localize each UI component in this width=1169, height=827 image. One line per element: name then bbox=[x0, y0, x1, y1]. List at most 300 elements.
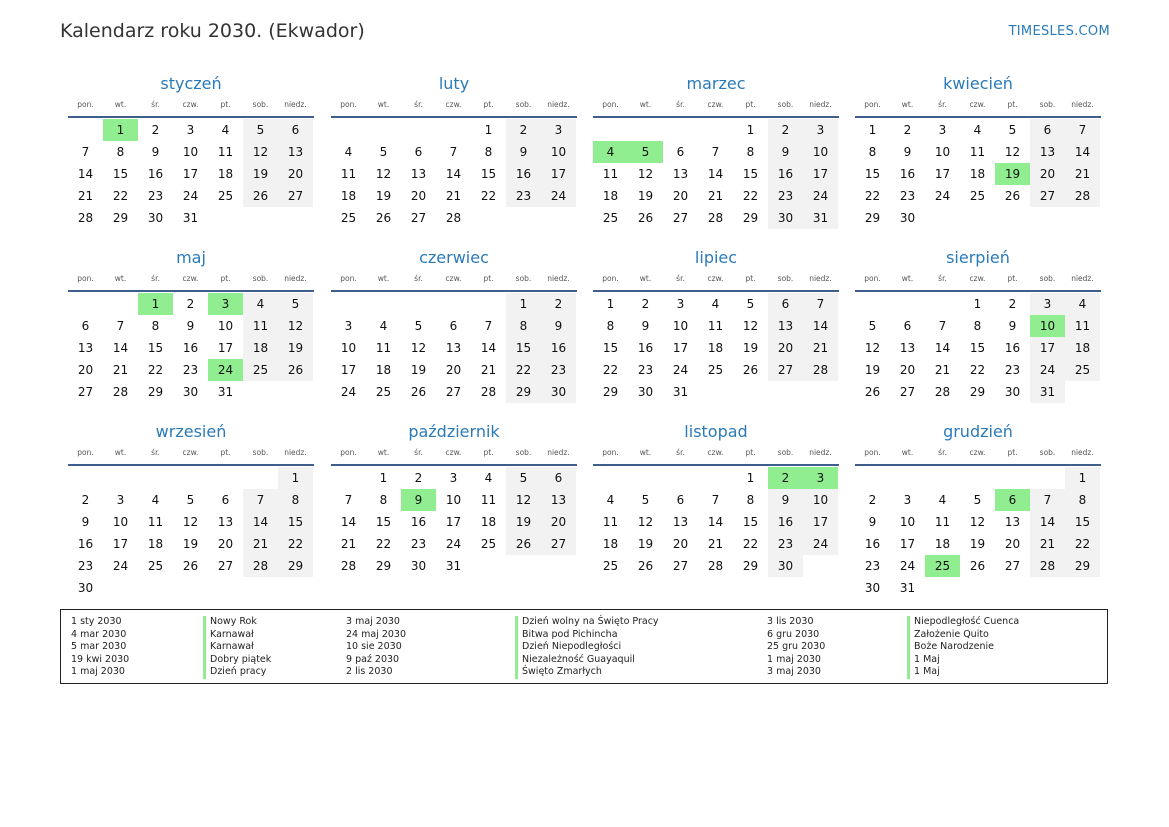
day-cell: 21 bbox=[480, 363, 497, 377]
weekday-name: niedz. bbox=[1071, 100, 1094, 109]
day-cell: 3 bbox=[803, 119, 838, 141]
day-cell: 2 bbox=[414, 471, 423, 485]
day-cell: 29 bbox=[147, 385, 164, 399]
day-cell: 20 bbox=[1004, 537, 1021, 551]
day-cell: 14 bbox=[445, 167, 462, 181]
day-cell: 15 bbox=[147, 341, 164, 355]
weekday-name: sob. bbox=[1039, 448, 1056, 457]
weekday-name: wt. bbox=[377, 448, 390, 457]
day-cell: 20 bbox=[672, 189, 689, 203]
day-cell: 14 bbox=[1030, 511, 1065, 533]
month-3 bbox=[593, 76, 839, 246]
day-cell: 27 bbox=[899, 385, 916, 399]
weekday-name: sob. bbox=[777, 100, 794, 109]
day-cell: 9 bbox=[768, 141, 803, 163]
month-name: wrzesień bbox=[155, 422, 227, 441]
day-cell: 3 bbox=[344, 319, 353, 333]
day-cell: 20 bbox=[217, 537, 234, 551]
weekday-name: śr. bbox=[676, 448, 685, 457]
day-cell: 1 bbox=[606, 297, 615, 311]
day-cell: 10 bbox=[217, 319, 234, 333]
day-cell: 7 bbox=[116, 319, 125, 333]
day-cell: 29 bbox=[602, 385, 619, 399]
weekday-name: niedz. bbox=[547, 274, 570, 283]
day-cell: 21 bbox=[934, 363, 951, 377]
day-cell: 23 bbox=[541, 359, 576, 381]
day-cell: 11 bbox=[1065, 315, 1100, 337]
day-cell: 24 bbox=[1030, 359, 1065, 381]
day-cell: 8 bbox=[484, 145, 493, 159]
day-cell: 17 bbox=[803, 163, 838, 185]
weekday-name: pon. bbox=[602, 100, 619, 109]
day-cell: 7 bbox=[449, 145, 458, 159]
day-cell: 3 bbox=[903, 493, 912, 507]
weekday-name: czw. bbox=[969, 448, 986, 457]
day-cell: 15 bbox=[480, 167, 497, 181]
weekday-name: wt. bbox=[377, 100, 390, 109]
day-grid bbox=[855, 293, 1101, 425]
day-cell: 3 bbox=[186, 123, 195, 137]
holiday-name: Założenie Quito bbox=[907, 629, 1019, 642]
day-cell: 19 bbox=[182, 537, 199, 551]
holiday-name: Karnawał bbox=[203, 641, 271, 654]
weekday-header bbox=[855, 100, 1101, 114]
month-name: lipiec bbox=[694, 248, 738, 267]
weekday-name: niedz. bbox=[284, 448, 307, 457]
day-cell: 18 bbox=[934, 537, 951, 551]
weekday-name: niedz. bbox=[809, 100, 832, 109]
day-cell: 25 bbox=[243, 359, 278, 381]
weekday-header bbox=[331, 448, 577, 462]
day-cell: 25 bbox=[1065, 359, 1100, 381]
weekday-name: niedz. bbox=[1071, 274, 1094, 283]
holiday-date: 19 kwi 2030 bbox=[71, 653, 130, 665]
weekday-name: niedz. bbox=[809, 274, 832, 283]
day-cell: 12 bbox=[278, 315, 313, 337]
day-cell: 26 bbox=[637, 211, 654, 225]
day-cell: 27 bbox=[672, 559, 689, 573]
day-cell: 19 bbox=[410, 363, 427, 377]
day-cell: 29 bbox=[742, 559, 759, 573]
day-cell: 28 bbox=[1030, 555, 1065, 577]
day-cell: 22 bbox=[506, 359, 541, 381]
day-cell: 10 bbox=[112, 515, 129, 529]
day-cell: 16 bbox=[1004, 341, 1021, 355]
day-cell: 28 bbox=[340, 559, 357, 573]
weekday-name: czw. bbox=[969, 274, 986, 283]
weekday-name: niedz. bbox=[284, 274, 307, 283]
day-cell: 8 bbox=[868, 145, 877, 159]
day-cell: 22 bbox=[147, 363, 164, 377]
month-5 bbox=[68, 250, 314, 420]
page-title: Kalendarz roku 2030. (Ekwador) bbox=[60, 20, 365, 42]
month-name: maj bbox=[176, 248, 206, 267]
day-cell: 5 bbox=[186, 493, 195, 507]
day-cell: 18 bbox=[480, 515, 497, 529]
day-cell: 22 bbox=[278, 533, 313, 555]
day-cell: 23 bbox=[899, 189, 916, 203]
day-cell: 9 bbox=[506, 141, 541, 163]
weekday-header bbox=[855, 274, 1101, 288]
day-cell: 21 bbox=[707, 189, 724, 203]
day-cell: 2 bbox=[151, 123, 160, 137]
day-cell: 22 bbox=[969, 363, 986, 377]
holiday-day-cell: 9 bbox=[401, 489, 436, 511]
weekday-name: niedz. bbox=[547, 100, 570, 109]
day-cell: 6 bbox=[221, 493, 230, 507]
day-cell: 20 bbox=[278, 163, 313, 185]
day-cell: 30 bbox=[637, 385, 654, 399]
holiday-name: Święto Zmarłych bbox=[515, 666, 659, 679]
day-cell: 11 bbox=[602, 515, 619, 529]
day-cell: 15 bbox=[278, 511, 313, 533]
day-cell: 18 bbox=[243, 337, 278, 359]
day-cell: 6 bbox=[676, 145, 685, 159]
holiday-day-cell: 10 bbox=[1030, 315, 1065, 337]
day-cell: 24 bbox=[340, 385, 357, 399]
day-cell: 28 bbox=[445, 211, 462, 225]
day-cell: 26 bbox=[742, 363, 759, 377]
weekday-name: sob. bbox=[777, 448, 794, 457]
day-cell: 14 bbox=[340, 515, 357, 529]
day-cell: 29 bbox=[506, 381, 541, 403]
day-cell: 7 bbox=[938, 319, 947, 333]
holiday-date: 5 mar 2030 bbox=[71, 641, 127, 653]
month-11 bbox=[593, 424, 839, 594]
day-cell: 24 bbox=[803, 185, 838, 207]
holiday-date-column bbox=[346, 616, 406, 679]
day-cell: 13 bbox=[410, 167, 427, 181]
day-cell: 15 bbox=[969, 341, 986, 355]
day-cell: 2 bbox=[641, 297, 650, 311]
day-cell: 4 bbox=[1065, 293, 1100, 315]
day-cell: 16 bbox=[864, 537, 881, 551]
month-1 bbox=[68, 76, 314, 246]
holiday-name: Dobry piątek bbox=[203, 654, 271, 667]
day-cell: 22 bbox=[742, 537, 759, 551]
month-name: styczeń bbox=[160, 74, 222, 93]
month-name: październik bbox=[408, 422, 500, 441]
day-cell: 1 bbox=[746, 123, 755, 137]
day-cell: 12 bbox=[864, 341, 881, 355]
day-cell: 16 bbox=[899, 167, 916, 181]
weekday-name: wt. bbox=[114, 274, 127, 283]
day-cell: 15 bbox=[742, 515, 759, 529]
day-cell: 24 bbox=[112, 559, 129, 573]
day-grid bbox=[331, 293, 577, 425]
weekday-name: wt. bbox=[114, 448, 127, 457]
holiday-name: 1 Maj bbox=[907, 654, 1019, 667]
weekday-name: czw. bbox=[969, 100, 986, 109]
weekday-name: pon. bbox=[340, 100, 357, 109]
weekday-name: wt. bbox=[639, 100, 652, 109]
day-cell: 11 bbox=[147, 515, 164, 529]
day-cell: 9 bbox=[641, 319, 650, 333]
day-grid bbox=[331, 467, 577, 599]
day-cell: 28 bbox=[707, 211, 724, 225]
day-cell: 19 bbox=[864, 363, 881, 377]
weekday-name: pt. bbox=[1007, 100, 1018, 109]
weekday-header bbox=[68, 274, 314, 288]
month-2 bbox=[331, 76, 577, 246]
day-cell: 12 bbox=[1004, 145, 1021, 159]
day-cell: 7 bbox=[711, 493, 720, 507]
day-cell: 20 bbox=[672, 537, 689, 551]
day-cell: 1 bbox=[868, 123, 877, 137]
day-cell: 21 bbox=[340, 537, 357, 551]
weekday-name: pt. bbox=[220, 274, 231, 283]
holiday-date: 9 paź 2030 bbox=[346, 653, 400, 665]
day-cell: 17 bbox=[182, 167, 199, 181]
day-cell: 13 bbox=[672, 515, 689, 529]
day-cell: 28 bbox=[934, 385, 951, 399]
day-grid bbox=[593, 119, 839, 251]
day-grid bbox=[855, 467, 1101, 599]
day-cell: 31 bbox=[1030, 381, 1065, 403]
day-cell: 26 bbox=[969, 559, 986, 573]
day-cell: 1 bbox=[973, 297, 982, 311]
weekday-name: pon. bbox=[77, 448, 94, 457]
day-cell: 3 bbox=[1030, 293, 1065, 315]
weekday-name: śr. bbox=[938, 274, 947, 283]
day-cell: 6 bbox=[414, 145, 423, 159]
month-name: sierpień bbox=[946, 248, 1010, 267]
weekday-name: śr. bbox=[676, 274, 685, 283]
day-cell: 19 bbox=[969, 537, 986, 551]
weekday-name: czw. bbox=[445, 100, 462, 109]
holiday-date: 3 lis 2030 bbox=[767, 616, 814, 627]
holiday-name-column bbox=[515, 616, 659, 679]
month-name: czerwiec bbox=[419, 248, 489, 267]
month-name: marzec bbox=[686, 74, 746, 93]
day-cell: 16 bbox=[506, 163, 541, 185]
day-grid bbox=[593, 293, 839, 425]
day-cell: 24 bbox=[541, 185, 576, 207]
day-cell: 12 bbox=[637, 167, 654, 181]
day-cell: 11 bbox=[375, 341, 392, 355]
day-cell: 15 bbox=[506, 337, 541, 359]
month-divider bbox=[68, 116, 314, 118]
day-cell: 16 bbox=[541, 337, 576, 359]
weekday-name: wt. bbox=[901, 274, 914, 283]
day-cell: 22 bbox=[112, 189, 129, 203]
weekday-name: śr. bbox=[414, 100, 423, 109]
day-cell: 1 bbox=[278, 467, 313, 489]
day-cell: 13 bbox=[1030, 141, 1065, 163]
weekday-name: śr. bbox=[151, 448, 160, 457]
day-cell: 20 bbox=[445, 363, 462, 377]
day-cell: 17 bbox=[541, 163, 576, 185]
holiday-date: 2 lis 2030 bbox=[346, 666, 393, 678]
day-cell: 11 bbox=[243, 315, 278, 337]
day-cell: 8 bbox=[746, 145, 755, 159]
day-cell: 30 bbox=[77, 581, 94, 595]
day-cell: 27 bbox=[541, 533, 576, 555]
day-cell: 13 bbox=[672, 167, 689, 181]
weekday-name: czw. bbox=[707, 100, 724, 109]
weekday-name: niedz. bbox=[809, 448, 832, 457]
weekday-header bbox=[68, 100, 314, 114]
day-cell: 30 bbox=[768, 555, 803, 577]
day-cell: 31 bbox=[899, 581, 916, 595]
day-cell: 27 bbox=[672, 211, 689, 225]
brand-link[interactable]: TIMESLES.COM bbox=[1008, 24, 1110, 39]
day-cell: 22 bbox=[375, 537, 392, 551]
day-cell: 18 bbox=[1065, 337, 1100, 359]
weekday-name: sob. bbox=[1039, 274, 1056, 283]
weekday-name: pt. bbox=[1007, 448, 1018, 457]
holiday-name: Dzień Niepodległości bbox=[515, 641, 659, 654]
day-cell: 31 bbox=[217, 385, 234, 399]
day-cell: 8 bbox=[116, 145, 125, 159]
day-cell: 28 bbox=[243, 555, 278, 577]
day-cell: 26 bbox=[182, 559, 199, 573]
day-cell: 8 bbox=[606, 319, 615, 333]
month-4 bbox=[855, 76, 1101, 246]
day-cell: 20 bbox=[899, 363, 916, 377]
day-cell: 25 bbox=[340, 211, 357, 225]
day-cell: 28 bbox=[112, 385, 129, 399]
day-cell: 16 bbox=[410, 515, 427, 529]
day-cell: 31 bbox=[445, 559, 462, 573]
day-cell: 13 bbox=[899, 341, 916, 355]
month-10 bbox=[331, 424, 577, 594]
day-cell: 10 bbox=[541, 141, 576, 163]
day-cell: 25 bbox=[969, 189, 986, 203]
day-cell: 19 bbox=[742, 341, 759, 355]
day-cell: 30 bbox=[899, 211, 916, 225]
holiday-date: 3 maj 2030 bbox=[346, 616, 400, 627]
month-9 bbox=[68, 424, 314, 594]
day-cell: 13 bbox=[1004, 515, 1021, 529]
day-cell: 18 bbox=[147, 537, 164, 551]
day-cell: 31 bbox=[182, 211, 199, 225]
day-cell: 1 bbox=[484, 123, 493, 137]
day-cell: 27 bbox=[1030, 185, 1065, 207]
day-cell: 12 bbox=[375, 167, 392, 181]
day-cell: 4 bbox=[484, 471, 493, 485]
day-cell: 23 bbox=[864, 559, 881, 573]
day-cell: 29 bbox=[864, 211, 881, 225]
day-cell: 11 bbox=[934, 515, 951, 529]
day-cell: 15 bbox=[742, 167, 759, 181]
weekday-name: sob. bbox=[1039, 100, 1056, 109]
day-cell: 4 bbox=[221, 123, 230, 137]
month-divider bbox=[68, 464, 314, 466]
day-cell: 24 bbox=[899, 559, 916, 573]
day-cell: 17 bbox=[934, 167, 951, 181]
day-cell: 6 bbox=[903, 319, 912, 333]
day-cell: 30 bbox=[864, 581, 881, 595]
month-name: grudzień bbox=[943, 422, 1013, 441]
day-cell: 9 bbox=[903, 145, 912, 159]
day-cell: 8 bbox=[506, 315, 541, 337]
day-cell: 27 bbox=[278, 185, 313, 207]
day-cell: 27 bbox=[217, 559, 234, 573]
day-cell: 4 bbox=[711, 297, 720, 311]
day-cell: 14 bbox=[243, 511, 278, 533]
day-cell: 18 bbox=[969, 167, 986, 181]
day-cell: 21 bbox=[112, 363, 129, 377]
day-cell: 12 bbox=[182, 515, 199, 529]
day-cell: 10 bbox=[445, 493, 462, 507]
day-cell: 25 bbox=[375, 385, 392, 399]
day-cell: 7 bbox=[1065, 119, 1100, 141]
day-cell: 5 bbox=[414, 319, 423, 333]
day-cell: 23 bbox=[147, 189, 164, 203]
day-cell: 29 bbox=[375, 559, 392, 573]
day-cell: 11 bbox=[707, 319, 724, 333]
weekday-header bbox=[593, 100, 839, 114]
day-cell: 14 bbox=[934, 341, 951, 355]
day-cell: 7 bbox=[81, 145, 90, 159]
weekday-name: pon. bbox=[864, 100, 881, 109]
day-cell: 23 bbox=[1004, 363, 1021, 377]
day-cell: 30 bbox=[410, 559, 427, 573]
day-cell: 16 bbox=[77, 537, 94, 551]
day-cell: 3 bbox=[676, 297, 685, 311]
day-cell: 9 bbox=[151, 145, 160, 159]
holiday-date: 1 maj 2030 bbox=[71, 666, 125, 678]
day-cell: 4 bbox=[379, 319, 388, 333]
day-cell: 2 bbox=[903, 123, 912, 137]
weekday-name: pt. bbox=[483, 274, 494, 283]
day-cell: 11 bbox=[340, 167, 357, 181]
weekday-name: śr. bbox=[938, 100, 947, 109]
holiday-day-cell: 4 bbox=[593, 141, 628, 163]
day-cell: 30 bbox=[147, 211, 164, 225]
day-cell: 26 bbox=[375, 211, 392, 225]
day-cell: 31 bbox=[803, 207, 838, 229]
day-cell: 15 bbox=[864, 167, 881, 181]
day-cell: 4 bbox=[973, 123, 982, 137]
holiday-day-cell: 1 bbox=[103, 119, 138, 141]
day-cell: 9 bbox=[1008, 319, 1017, 333]
weekday-name: niedz. bbox=[284, 100, 307, 109]
day-cell: 14 bbox=[803, 315, 838, 337]
day-cell: 14 bbox=[1065, 141, 1100, 163]
weekday-name: pon. bbox=[602, 448, 619, 457]
holiday-name: Niepodległość Cuenca bbox=[907, 616, 1019, 629]
day-cell: 24 bbox=[934, 189, 951, 203]
holiday-date: 1 maj 2030 bbox=[767, 653, 821, 665]
weekday-name: pt. bbox=[745, 274, 756, 283]
day-cell: 19 bbox=[637, 189, 654, 203]
day-cell: 7 bbox=[344, 493, 353, 507]
weekday-name: sob. bbox=[515, 100, 532, 109]
day-cell: 15 bbox=[1065, 511, 1100, 533]
day-cell: 27 bbox=[1004, 559, 1021, 573]
day-cell: 10 bbox=[803, 489, 838, 511]
day-cell: 26 bbox=[243, 185, 278, 207]
day-cell: 27 bbox=[410, 211, 427, 225]
day-cell: 7 bbox=[1030, 489, 1065, 511]
day-cell: 17 bbox=[445, 515, 462, 529]
day-cell: 10 bbox=[934, 145, 951, 159]
day-cell: 25 bbox=[602, 211, 619, 225]
weekday-name: pon. bbox=[864, 274, 881, 283]
day-cell: 29 bbox=[278, 555, 313, 577]
day-cell: 8 bbox=[1065, 489, 1100, 511]
day-cell: 18 bbox=[602, 189, 619, 203]
month-7 bbox=[593, 250, 839, 420]
weekday-name: pt. bbox=[483, 100, 494, 109]
day-cell: 25 bbox=[602, 559, 619, 573]
holiday-list bbox=[60, 609, 1108, 684]
day-cell: 13 bbox=[768, 315, 803, 337]
day-cell: 3 bbox=[449, 471, 458, 485]
weekday-name: pt. bbox=[220, 100, 231, 109]
